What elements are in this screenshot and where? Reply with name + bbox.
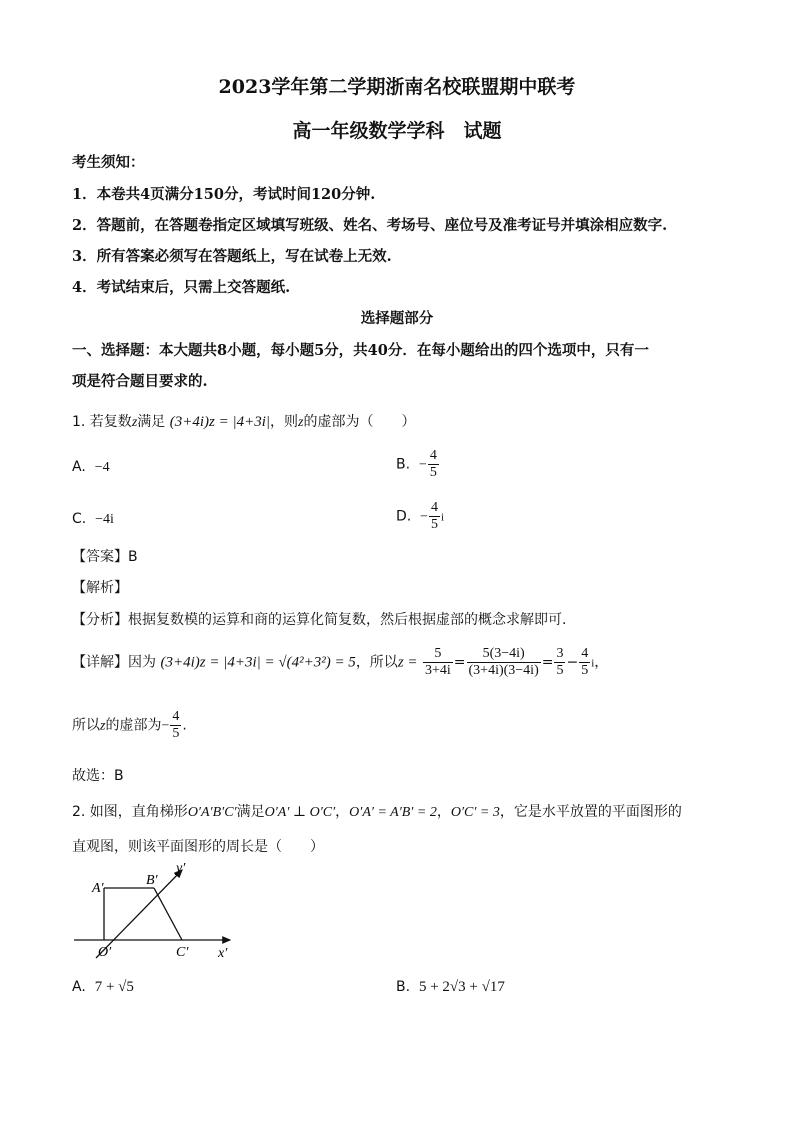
q1-option-b-den: 5 bbox=[429, 465, 437, 481]
q2-perp: O′A′ ⊥ O′C′ bbox=[264, 805, 336, 820]
q1-minus: − bbox=[566, 654, 579, 671]
q1-stem bbox=[72, 411, 415, 431]
q1-conclusion-sign: − bbox=[161, 718, 170, 734]
q2-line1-prefix: 2. 如图，直角梯形 bbox=[72, 804, 188, 820]
q1-detail-text2: ，所以 bbox=[355, 654, 398, 671]
q1-frac2-den: (3+4i)(3−4i) bbox=[468, 663, 539, 679]
label-c: C′ bbox=[176, 945, 189, 960]
q1-conclusion-z: z bbox=[100, 718, 106, 734]
edge-bc bbox=[154, 888, 182, 940]
q2-comma2: ， bbox=[436, 804, 451, 820]
exam-title: 2023学年第二学期浙南名校联盟期中联考 bbox=[218, 76, 576, 98]
q1-frac1-den: 3+4i bbox=[424, 663, 451, 679]
q1-detail-end: ， bbox=[594, 654, 609, 671]
q1-fenxi-tag: 【分析】 bbox=[72, 612, 128, 628]
q1-option-a-value: −4 bbox=[94, 460, 110, 475]
q1-answer bbox=[72, 546, 138, 566]
q1-frac3-num: 3 bbox=[556, 646, 564, 661]
exam-subtitle: 高一年级数学学科 试题 bbox=[292, 120, 502, 142]
q1-detail-text1: 因为 bbox=[128, 654, 156, 671]
q1-fenxi bbox=[72, 609, 566, 629]
notice-heading: 考生须知： bbox=[72, 154, 145, 171]
q1-option-b-num: 4 bbox=[429, 448, 437, 463]
q1-option-c-value: −4i bbox=[95, 512, 114, 527]
q1-option-b-label: B. bbox=[396, 456, 411, 473]
q1-option-d-den: 5 bbox=[431, 517, 439, 533]
notice-item-1: 1．本卷共4页满分150分，考试时间120分钟. bbox=[72, 186, 376, 203]
q1-condition: (3+4i)z = |4+3i| bbox=[169, 414, 270, 430]
q1-frac4-num: 4 bbox=[581, 646, 589, 661]
q1-option-c-label: C. bbox=[72, 511, 87, 527]
q1-answer-value: B bbox=[128, 549, 138, 565]
q1-conclusion-end: . bbox=[182, 717, 187, 734]
label-y: y′ bbox=[176, 861, 186, 876]
q1-detail: 【详解】因为 (3+4i)z = |4+3i| = √(4²+3²) = 5，所以z = $\frac{5}{3+4i}$ = $\frac{5(3-4i)}{(3+4i)(3-4i)}$ = $\frac{3}{5}$ − $\frac{4}{5}$ i， bbox=[72, 646, 609, 679]
q1-frac2-num: 5(3−4i) bbox=[482, 646, 525, 661]
q2-comma: ， bbox=[335, 804, 350, 820]
q1-stem-mid: 满足 bbox=[137, 414, 166, 430]
q1-stem-suffix: 的虚部为（ ） bbox=[303, 414, 416, 430]
q1-conclusion-mid: 的虚部为 bbox=[105, 717, 162, 734]
q1-analysis-tag: 【解析】 bbox=[72, 580, 128, 596]
q1-conclusion-num: 4 bbox=[172, 709, 180, 724]
q1-option-a-label: A. bbox=[72, 459, 86, 475]
q2-option-b-value: 5 + 2√3 + √17 bbox=[418, 979, 505, 995]
q1-option-b[interactable] bbox=[396, 448, 440, 481]
notice-item-4: 4．考试结束后，只需上交答题纸. bbox=[72, 279, 291, 296]
q2-eq2: O′C′ = 3 bbox=[450, 805, 500, 820]
label-x: x′ bbox=[218, 946, 228, 961]
q2-line1-mid: 满足 bbox=[236, 804, 265, 820]
label-o: O′ bbox=[98, 945, 112, 960]
section-title: 选择题部分 bbox=[360, 310, 434, 327]
q2-option-a[interactable] bbox=[72, 979, 134, 996]
q2-shape: O′A′B′C′ bbox=[187, 805, 237, 820]
q2-line1-suffix: ，它是水平放置的平面图形的 bbox=[499, 804, 682, 820]
q1-conclusion-prefix: 所以 bbox=[72, 717, 100, 734]
q1-stem-mid2: ，则 bbox=[270, 414, 298, 430]
q2-line1 bbox=[72, 801, 682, 821]
q1-detail-tag: 【详解】 bbox=[72, 654, 128, 671]
q1-stem-prefix: 1. 若复数 bbox=[72, 414, 132, 430]
q2-option-b-label: B. bbox=[396, 979, 411, 995]
q1-option-d-sign: − bbox=[420, 509, 429, 525]
q1-option-d-suffix: i bbox=[441, 511, 445, 524]
label-a: A′ bbox=[92, 881, 104, 896]
q2-eq1: O′A′ = A′B′ = 2 bbox=[349, 805, 437, 820]
q1-option-b-sign: − bbox=[418, 457, 427, 473]
q1-frac3-den: 5 bbox=[556, 663, 564, 679]
q2-option-b[interactable] bbox=[396, 979, 505, 996]
q1-frac4-den: 5 bbox=[581, 663, 589, 679]
label-b: B′ bbox=[146, 873, 158, 888]
q2-trapezoid-figure bbox=[66, 858, 246, 966]
notice-item-2: 2．答题前，在答题卷指定区域填写班级、姓名、考场号、座位号及准考证号并填涂相应数字. bbox=[72, 217, 668, 234]
q2-option-a-label: A. bbox=[72, 979, 86, 995]
q1-option-d-label: D. bbox=[396, 508, 412, 525]
section-instruction-line2: 项是符合题目要求的. bbox=[72, 373, 208, 390]
q1-choice: 故选：B bbox=[72, 768, 124, 784]
q1-option-d-num: 4 bbox=[431, 500, 439, 515]
q1-option-c[interactable] bbox=[72, 511, 114, 528]
q1-fenxi-text: 根据复数模的运算和商的运算化简复数，然后根据虚部的概念求解即可. bbox=[128, 612, 567, 628]
notice-item-3: 3．所有答案必须写在答题纸上，写在试卷上无效. bbox=[72, 248, 392, 265]
q1-option-d[interactable] bbox=[396, 500, 444, 533]
q1-detail-i: i bbox=[591, 657, 595, 670]
q1-var-z-2: z bbox=[298, 415, 304, 430]
q1-frac1-num: 5 bbox=[434, 646, 442, 661]
section-instruction-line1: 一、选择题：本大题共8小题，每小题5分，共40分．在每小题给出的四个选项中，只有一 bbox=[72, 342, 649, 359]
q1-conclusion bbox=[72, 709, 187, 742]
q2-option-a-value: 7 + √5 bbox=[94, 979, 134, 995]
q1-answer-tag: 【答案】 bbox=[72, 549, 128, 565]
q1-detail-eq1: (3+4i)z = |4+3i| = √(4²+3²) = 5 bbox=[160, 654, 356, 671]
q1-var-z: z bbox=[131, 415, 138, 430]
q2-line2: 直观图，则该平面图形的周长是（ ） bbox=[72, 839, 324, 855]
q1-conclusion-den: 5 bbox=[172, 726, 180, 742]
q1-detail-z-eq: z = bbox=[397, 654, 418, 671]
q1-option-a[interactable] bbox=[72, 459, 110, 476]
